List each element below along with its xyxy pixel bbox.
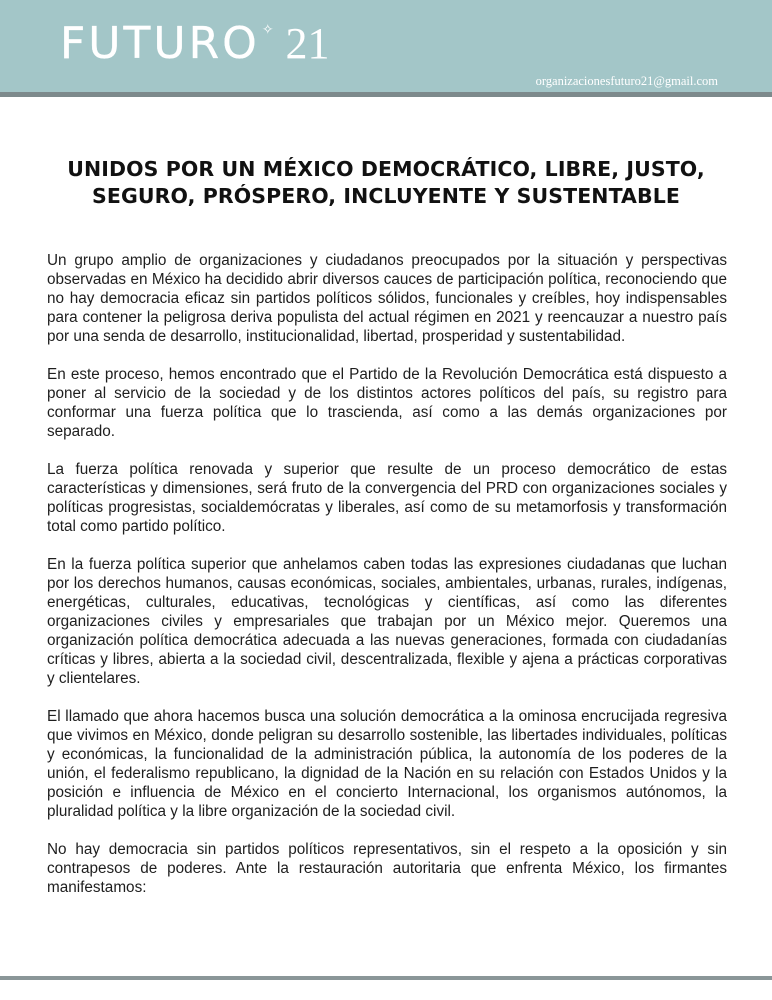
- footer-divider: [0, 976, 772, 980]
- logo-star-icon: ✧: [261, 21, 274, 37]
- logo-number: 21: [285, 19, 330, 68]
- paragraph-5: El llamado que ahora hacemos busca una solución democrática a la ominosa encrucijada regresiva que vivimos en México, donde peligran su desarrollo sostenible, las libertades individuales, políticas y económicas, la funcionalidad de la administración pública, la autonomía de los poderes de la unión, el federalismo republicano, la dignidad de la Nación en su relación con Estados Unidos y la posición e influencia de México en el concierto Internacional, los organismos autónomos, la pluralidad política y la libre organización de la sociedad civil.: [47, 708, 727, 820]
- title-line-1: UNIDOS POR UN MÉXICO DEMOCRÁTICO, LIBRE, JUSTO,: [67, 157, 705, 181]
- header-divider: [0, 92, 772, 97]
- paragraph-4: En la fuerza política superior que anhelamos caben todas las expresiones ciudadanas que luchan por los derechos humanos, causas económicas, sociales, ambientales, urbanas, rurales, indígenas, energéticas, culturales, educativas, tecnológicas y científicas, así como las diferentes organizaciones civiles y empresariales que trabajan por un México mejor. Queremos una organización política democrática adecuada a las nuevas generaciones, formada con ciudadanías críticas y libres, abierta a la sociedad civil, descentralizada, flexible y ajena a prácticas corporativas y clientelares.: [47, 556, 727, 687]
- contact-email[interactable]: organizacionesfuturo21@gmail.com: [535, 74, 718, 88]
- paragraph-1: Un grupo amplio de organizaciones y ciudadanos preocupados por la situación y perspectivas observadas en México ha decidido abrir diversos cauces de participación política, reconociendo que no hay democracia eficaz sin partidos políticos sólidos, funcionales y creíbles, hoy indispensables para contener la peligrosa deriva populista del actual régimen en 2021 y reencauzar a nuestro país por una senda de desarrollo, institucionalidad, libertad, prosperidad y sustentabilidad.: [47, 252, 727, 345]
- paragraph-3: La fuerza política renovada y superior que resulte de un proceso democrático de estas características y dimensiones, será fruto de la convergencia del PRD con organizaciones sociales y políticas progresistas, socialdemócratas y liberales, así como de su metamorfosis y transformación total como partido político.: [47, 461, 727, 535]
- paragraph-6: No hay democracia sin partidos políticos representativos, sin el respeto a la oposición y sin contrapesos de poderes. Ante la restauración autoritaria que enfrenta México, los firmantes manifestamos:: [47, 841, 727, 896]
- header-band: [0, 0, 772, 92]
- logo-wordmark: FUTURO: [60, 18, 260, 69]
- document-body: [47, 251, 727, 916]
- document-title: [40, 156, 732, 210]
- paragraph-2: En este proceso, hemos encontrado que el Partido de la Revolución Democrática está dispuesto a poner al servicio de la sociedad y de los distintos actores políticos del país, su registro para conformar una fuerza política que lo trascienda, así como a las demás organizaciones por separado.: [47, 366, 727, 440]
- futuro21-logo: [60, 18, 330, 70]
- title-line-2: SEGURO, PRÓSPERO, INCLUYENTE Y SUSTENTABLE: [91, 184, 681, 208]
